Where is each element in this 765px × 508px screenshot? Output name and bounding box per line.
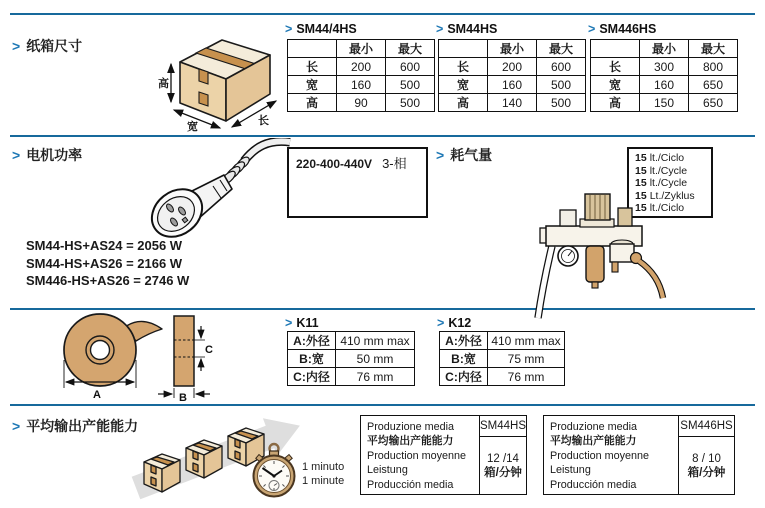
chevron-marker: > (285, 22, 293, 36)
model-name: SM44HS (480, 416, 526, 437)
carton-size-table-sm44-4hs: 最小 最大 长 200 600 宽 160 500 高 90 500 (287, 39, 435, 112)
power-line: SM44-HS+AS24 = 2056 W (26, 238, 183, 253)
table-row: 长 300 800 (591, 58, 738, 76)
chevron-marker: > (588, 22, 596, 36)
output-rate: 8 / 10 箱/分钟 (687, 452, 726, 479)
svg-text:C: C (205, 344, 213, 356)
carton-box-icon (158, 22, 293, 134)
phase-value: 3-相 (382, 156, 407, 171)
voltage-value: 220-400-440V (296, 157, 373, 171)
power-line: SM446-HS+AS26 = 2746 W (26, 273, 190, 288)
voltage-spec-box (287, 147, 428, 218)
table-row: 宽 160 650 (591, 76, 738, 94)
table-title-sm44hs: > SM44HS (436, 22, 498, 36)
svg-text:B: B (179, 392, 187, 402)
table-row: B:宽 75 mm (440, 350, 565, 368)
power-plug-icon (128, 138, 293, 238)
table-row: A:外径 410 mm max (288, 332, 415, 350)
section-divider (10, 404, 755, 406)
timer-caption: 1 minuto 1 minute (302, 461, 345, 487)
chevron-marker: > (12, 418, 21, 434)
output-descriptions: Produzione media 平均输出产能能力 Production moyenne Leistung Producción media (544, 416, 679, 494)
chevron-marker: > (285, 316, 293, 330)
table-title-sm44-4hs: > SM44/4HS (285, 22, 357, 36)
svg-text:高: 高 (158, 78, 169, 90)
tape-spec-table-k11 (287, 331, 415, 386)
air-line: 15 lt./Ciclo (635, 152, 685, 164)
model-name: SM446HS (679, 416, 734, 437)
chevron-marker: > (12, 147, 21, 163)
svg-text:A: A (93, 389, 101, 401)
table-row: 长 200 600 (439, 58, 586, 76)
output-section-heading: > 平均输出产能能力 (12, 418, 139, 434)
table-row: B:宽 50 mm (288, 350, 415, 368)
air-line: 15 lt./Ciclo (635, 202, 685, 215)
stopwatch-icon (249, 442, 299, 500)
output-rate: 12 /14 箱/分钟 (484, 452, 522, 479)
chevron-marker: > (436, 147, 445, 163)
table-row: 高 140 500 (439, 94, 586, 112)
tape-spec-table-k12 (439, 331, 565, 386)
carton-size-table-sm44hs: 最小 最大 长 200 600 宽 160 500 高 140 500 (438, 39, 586, 112)
table-row: A:外径 410 mm max (440, 332, 565, 350)
table-title-sm446hs: > SM446HS (588, 22, 657, 36)
svg-text:长: 长 (258, 115, 269, 127)
power-line: SM44-HS+AS26 = 2166 W (26, 255, 183, 271)
motor-power-values (26, 237, 189, 290)
chevron-marker: > (12, 38, 21, 54)
table-row: 高 90 500 (288, 94, 435, 112)
section-divider (10, 13, 755, 15)
air-line: 15 Lt./Zyklus (635, 189, 695, 202)
svg-text:宽: 宽 (187, 121, 198, 133)
output-table-sm44hs (360, 415, 527, 495)
tape-roll-icon (52, 310, 217, 402)
table-title-k11: > K11 (285, 316, 319, 330)
air-line: 15 lt./Cycle (635, 177, 688, 190)
chevron-marker: > (437, 316, 445, 330)
motor-section-heading: > 电机功率 (12, 147, 83, 163)
carton-size-table-sm446hs: 最小 最大 长 300 800 宽 160 650 高 150 650 (590, 39, 738, 112)
table-row: C:内径 76 mm (288, 368, 415, 386)
table-row: 长 200 600 (288, 58, 435, 76)
carton-section-heading: > 纸箱尺寸 (12, 38, 83, 54)
table-row: 宽 160 500 (288, 76, 435, 94)
air-section-heading: > 耗气量 (436, 147, 493, 163)
table-title-k12: > K12 (437, 316, 472, 330)
air-line: 15 lt./Cycle (635, 164, 688, 177)
section-divider (10, 135, 755, 137)
chevron-marker: > (436, 22, 444, 36)
output-table-sm446hs (543, 415, 735, 495)
output-descriptions: Produzione media 平均输出产能能力 Production moyenne Leistung Producción media (361, 416, 480, 494)
table-row: C:内径 76 mm (440, 368, 565, 386)
table-row: 高 150 650 (591, 94, 738, 112)
air-regulator-icon (532, 186, 667, 320)
table-row: 宽 160 500 (439, 76, 586, 94)
